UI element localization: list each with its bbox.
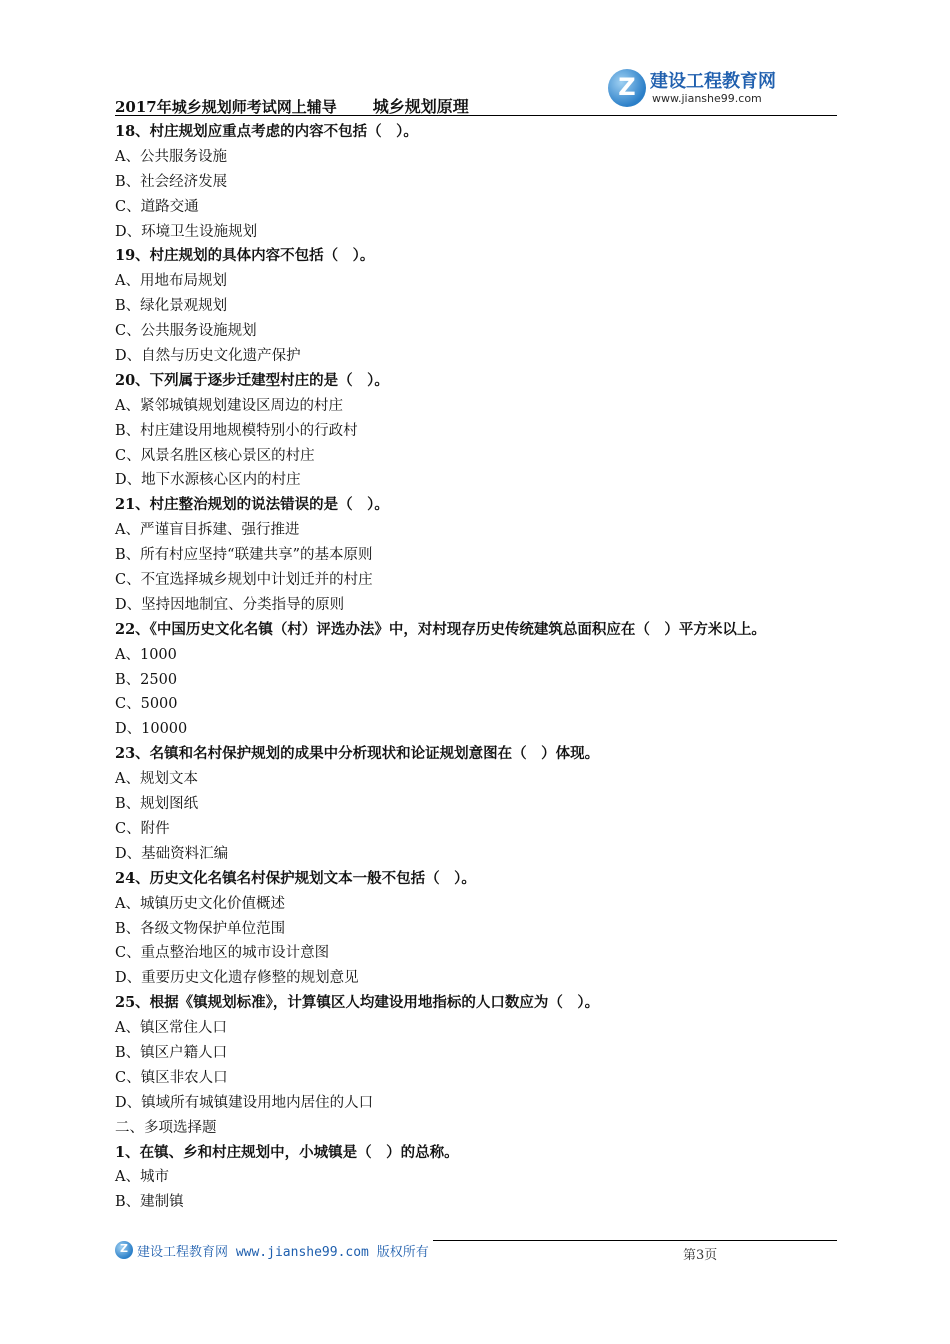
header-title [115, 94, 469, 117]
section-heading: 二、多项选择题 [115, 1119, 217, 1136]
answer-option: D、10000 [115, 721, 188, 738]
question-text: 21、村庄整治规划的说法错误的是（ ）。 [115, 496, 389, 514]
answer-option: B、规划图纸 [115, 796, 199, 813]
answer-option: D、环境卫生设施规划 [115, 223, 258, 240]
answer-option: A、用地布局规划 [115, 273, 227, 290]
header-divider [115, 115, 837, 116]
answer-option: C、风景名胜区核心景区的村庄 [115, 447, 315, 464]
answer-option: C、附件 [115, 820, 170, 837]
answer-option: B、各级文物保护单位范围 [115, 920, 286, 937]
answer-option: A、严谨盲目拆建、强行推进 [115, 522, 300, 539]
question-text: 18、村庄规划应重点考虑的内容不包括（ ）。 [115, 123, 418, 140]
logo-icon: Z [608, 69, 646, 107]
answer-option: A、公共服务设施 [115, 148, 227, 165]
answer-option: A、城市 [115, 1169, 169, 1186]
answer-option: B、镇区户籍人口 [115, 1044, 228, 1061]
answer-option: B、绿化景观规划 [115, 298, 228, 315]
question-list [115, 120, 840, 1215]
logo-url: www.jianshe99.com [652, 92, 762, 105]
answer-option: A、1000 [115, 646, 177, 663]
answer-option: C、公共服务设施规划 [115, 323, 257, 340]
answer-option: A、城镇历史文化价值概述 [115, 895, 285, 912]
question-text: 25、根据《镇规划标准》，计算镇区人均建设用地指标的人口数应为（ ）。 [115, 994, 600, 1012]
subject-title: 城乡规划原理 [372, 97, 469, 116]
answer-option: A、镇区常住人口 [115, 1020, 227, 1037]
answer-option: B、社会经济发展 [115, 173, 228, 190]
question-text: 22、《中国历史文化名镇（村）评选办法》中，对村现存历史传统建筑总面积应在（ ）平方米以上。 [115, 620, 766, 638]
footer-logo-icon: Z [115, 1241, 133, 1259]
question-text: 23、名镇和名村保护规划的成果中分析现状和论证规划意图在（ ）体现。 [115, 745, 600, 763]
answer-option: D、自然与历史文化遗产保护 [115, 348, 301, 365]
page-header [115, 62, 837, 117]
answer-option: A、规划文本 [115, 771, 198, 788]
answer-option: C、道路交通 [115, 198, 199, 215]
answer-option: D、地下水源核心区内的村庄 [115, 472, 301, 489]
logo-name: 建设工程教育网 [650, 71, 776, 92]
answer-option: A、紧邻城镇规划建设区周边的村庄 [115, 397, 343, 414]
answer-option: D、重要历史文化遗存修整的规划意见 [115, 970, 359, 987]
answer-option: C、不宜选择城乡规划中计划迁并的村庄 [115, 572, 373, 589]
answer-option: B、所有村应坚持“联建共享”的基本原则 [115, 547, 373, 564]
question-text: 20、下列属于逐步迁建型村庄的是（ ）。 [115, 371, 389, 389]
answer-option: B、建制镇 [115, 1194, 184, 1211]
footer-divider [433, 1240, 837, 1241]
question-text: 19、村庄规划的具体内容不包括（ ）。 [115, 247, 375, 265]
exam-title: 2017年城乡规划师考试网上辅导 [115, 98, 337, 116]
answer-option: C、5000 [115, 696, 178, 713]
question-text: 24、历史文化名镇名村保护规划文本一般不包括（ ）。 [115, 869, 476, 887]
answer-option: B、村庄建设用地规模特别小的行政村 [115, 422, 358, 439]
answer-option: D、基础资料汇编 [115, 845, 229, 862]
page-footer [115, 1236, 837, 1266]
question-text: 1、在镇、乡和村庄规划中，小城镇是（ ）的总称。 [115, 1143, 459, 1161]
answer-option: B、2500 [115, 671, 178, 688]
answer-option: C、镇区非农人口 [115, 1069, 228, 1086]
answer-option: C、重点整治地区的城市设计意图 [115, 945, 330, 962]
page-number: 第3页 [683, 1248, 718, 1263]
answer-option: D、坚持因地制宜、分类指导的原则 [115, 596, 345, 613]
answer-option: D、镇域所有城镇建设用地内居住的人口 [115, 1094, 374, 1111]
footer-copyright: 建设工程教育网 www.jianshe99.com 版权所有 [137, 1245, 429, 1260]
site-logo [608, 67, 793, 113]
